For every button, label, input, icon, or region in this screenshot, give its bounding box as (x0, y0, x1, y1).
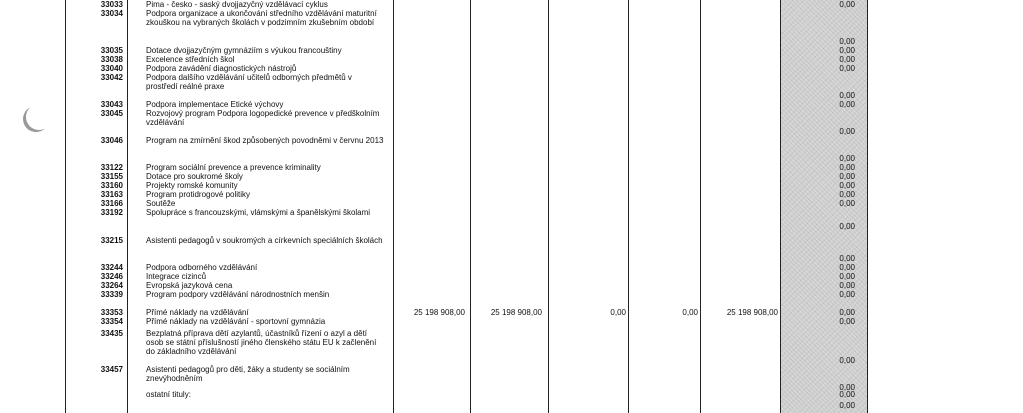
value-last: 0,00 (839, 308, 855, 317)
value-last: 0,00 (839, 383, 855, 392)
value-last: 0,00 (839, 127, 855, 136)
title-name: Integrace cizinců (146, 272, 207, 281)
value-col-4: 0,00 (682, 308, 698, 317)
title-name: Pima - česko - saský dvojjazyčný vzdělávací cyklus (146, 0, 328, 9)
value-last: 0,00 (839, 222, 855, 231)
value-col-3: 0,00 (610, 308, 626, 317)
title-name: Asistenti pedagogů v soukromých a církevních speciálních školách (146, 236, 383, 245)
column-divider (628, 0, 629, 413)
title-code: 33045 (100, 109, 123, 118)
value-last: 0,00 (839, 401, 855, 410)
title-code: 33122 (100, 163, 123, 172)
title-name: Přímé náklady na vzdělávání (146, 308, 249, 317)
value-last: 0,00 (839, 254, 855, 263)
title-name: Spolupráce s francouzskými, vlámskými a španělskými školami (146, 208, 371, 217)
title-name: Program protidrogové politiky (146, 190, 251, 199)
title-name: Program na zmírnění škod způsobených povodněmi v červnu 2013 (146, 136, 384, 145)
title-name: Evropská jazyková cena (146, 281, 233, 290)
crescent-scan-mark-icon (26, 104, 52, 130)
title-code: 33160 (100, 181, 123, 190)
value-last: 0,00 (839, 91, 855, 100)
title-code: 33192 (100, 208, 123, 217)
title-code: 33457 (100, 365, 123, 374)
value-last: 0,00 (839, 0, 855, 9)
title-code: 33035 (100, 46, 123, 55)
value-last: 0,00 (839, 46, 855, 55)
title-code: 33046 (100, 136, 123, 145)
title-code: 33163 (100, 190, 123, 199)
value-last: 0,00 (839, 317, 855, 326)
value-last: 0,00 (839, 55, 855, 64)
value-last: 0,00 (839, 199, 855, 208)
value-last: 0,00 (839, 272, 855, 281)
title-name: Asistenti pedagogů pro děti, žáky a studenty se sociálním znevýhodněním (146, 365, 350, 383)
title-name: Program podpory vzdělávání národnostních menšin (146, 290, 330, 299)
title-name: Dotace pro soukromé školy (146, 172, 243, 181)
title-code: 33155 (100, 172, 123, 181)
title-name: Soutěže (146, 199, 176, 208)
title-code: 33339 (100, 290, 123, 299)
title-code: 33042 (100, 73, 123, 82)
title-name: Dotace dvojjazyčným gymnáziím s výukou francouštiny (146, 46, 342, 55)
column-divider (548, 0, 549, 413)
title-code: 33264 (100, 281, 123, 290)
title-code: 33034 (100, 9, 123, 18)
title-code: 33435 (100, 329, 123, 338)
value-last: 0,00 (839, 181, 855, 190)
title-name: Program sociální prevence a prevence kriminality (146, 163, 321, 172)
value-last: 0,00 (839, 37, 855, 46)
value-last: 0,00 (839, 281, 855, 290)
value-last: 0,00 (839, 390, 855, 399)
title-name: Podpora organizace a ukončování středního vzdělávání maturitní zkouškou na vybraných školách v podzimním zkušebním období (146, 9, 377, 27)
title-name: Excelence středních škol (146, 55, 235, 64)
title-name: Rozvojový program Podpora logopedické prevence v předškolním vzdělávání (146, 109, 380, 127)
title-name: Projekty romské komunity (146, 181, 238, 190)
value-col-5: 25 198 908,00 (726, 308, 778, 317)
value-last: 0,00 (839, 263, 855, 272)
column-divider (127, 0, 128, 413)
value-last: 0,00 (839, 172, 855, 181)
value-col-1: 25 198 908,00 (413, 308, 465, 317)
title-code: 33033 (100, 0, 123, 9)
title-code: 33166 (100, 199, 123, 208)
title-code: 33043 (100, 100, 123, 109)
value-last: 0,00 (839, 190, 855, 199)
value-last: 0,00 (839, 64, 855, 73)
column-divider (393, 0, 394, 413)
title-name: Podpora zavádění diagnostických nástrojů (146, 64, 297, 73)
value-last: 0,00 (839, 290, 855, 299)
title-name: Podpora implementace Etické výchovy (146, 100, 284, 109)
title-name: Podpora odborného vzdělávání (146, 263, 258, 272)
title-code: 33040 (100, 64, 123, 73)
value-last: 0,00 (839, 100, 855, 109)
column-divider (65, 0, 66, 413)
title-code: 33354 (100, 317, 123, 326)
title-code: 33353 (100, 308, 123, 317)
title-code: 33215 (100, 236, 123, 245)
title-name: Bezplatná příprava dětí azylantů, účastníků řízení o azyl a dětí osob se státní příslušností jiného členského státu EU k začlenění do základního vzdělávání (146, 329, 377, 356)
value-last: 0,00 (839, 356, 855, 365)
title-name: Přímé náklady na vzdělávání - sportovní gymnázia (146, 317, 326, 326)
value-last: 0,00 (839, 163, 855, 172)
value-last: 0,00 (839, 154, 855, 163)
title-code: 33246 (100, 272, 123, 281)
value-col-2: 25 198 908,00 (490, 308, 542, 317)
title-name: ostatní tituly: (146, 390, 191, 399)
column-divider (700, 0, 701, 413)
title-name: Podpora dalšího vzdělávání učitelů odborných předmětů v prostředí reálné praxe (146, 73, 352, 91)
title-code: 33244 (100, 263, 123, 272)
title-code: 33038 (100, 55, 123, 64)
column-divider (867, 0, 868, 413)
column-divider (470, 0, 471, 413)
column-divider (780, 0, 781, 413)
